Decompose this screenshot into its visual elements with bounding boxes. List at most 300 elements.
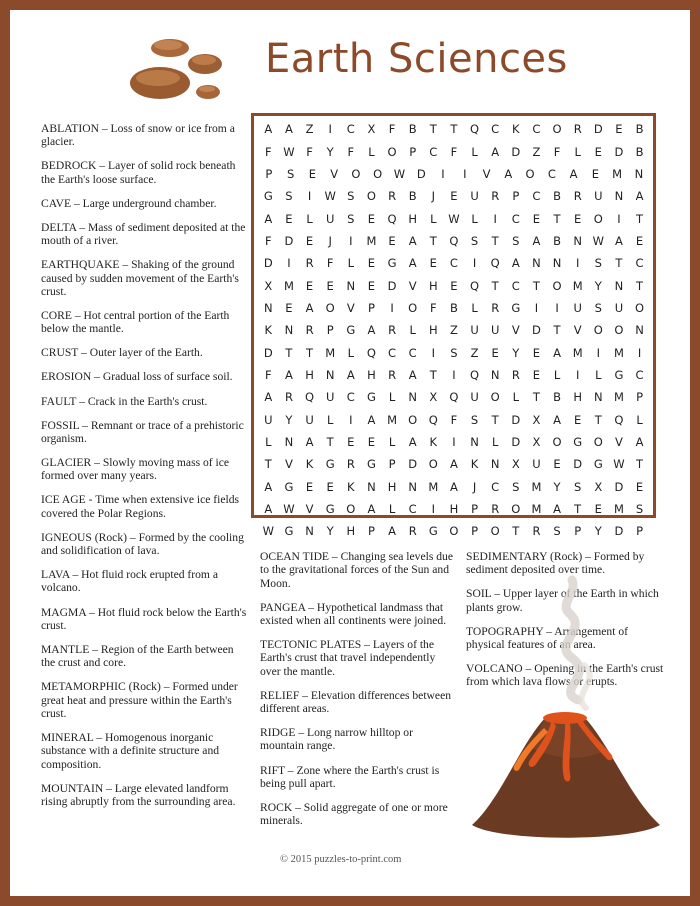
grid-letter: O (525, 166, 535, 181)
grid-letter: N (284, 323, 294, 338)
grid-letter: E (367, 434, 376, 449)
grid-letter: S (285, 189, 293, 204)
grid-letter: H (408, 211, 418, 226)
grid-letter: D (263, 345, 273, 360)
right-clue: VOLCANO – Opening in the Earth's crust from which lava flows or erupts. (466, 662, 664, 689)
grid-letter: E (591, 166, 599, 181)
grid-letter: A (408, 256, 417, 271)
grid-letter: A (346, 367, 355, 382)
grid-letter: F (265, 144, 272, 159)
grid-letter: H (449, 502, 459, 517)
grid-letter: E (285, 300, 293, 315)
grid-letter: N (490, 457, 500, 472)
grid-letter: E (305, 233, 314, 248)
grid-letter: E (635, 479, 644, 494)
grid-letter: A (450, 479, 458, 494)
grid-letter: M (572, 345, 583, 360)
grid-letter: D (511, 144, 521, 159)
grid-letter: I (452, 367, 456, 382)
grid-letter: T (491, 412, 499, 427)
grid-letter: B (449, 300, 458, 315)
grid-letter: M (572, 278, 583, 293)
grid-letter: G (284, 524, 294, 539)
grid-letter: E (491, 345, 499, 360)
grid-letter: E (594, 502, 602, 517)
grid-letter: G (366, 390, 376, 405)
grid-letter: U (325, 390, 335, 405)
grid-letter: L (430, 211, 437, 226)
grid-letter: L (388, 390, 396, 405)
grid-letter: R (388, 189, 397, 204)
left-clue: DELTA – Mass of sediment deposited at the mouth of a river. (41, 220, 246, 248)
grid-letter: I (307, 189, 312, 204)
grid-letter: T (574, 502, 582, 517)
grid-row (258, 207, 650, 229)
grid-letter: A (504, 166, 513, 181)
left-clue: LAVA – Hot fluid rock erupted from a volcano. (41, 568, 218, 595)
grid-letter: R (388, 367, 397, 382)
grid-letter: M (387, 412, 398, 427)
grid-letter: J (472, 479, 477, 494)
grid-letter: I (575, 367, 580, 382)
grid-letter: M (283, 278, 294, 293)
left-clue: MINERAL – Homogenous inorganic substance with a definite structure and composition. (41, 731, 220, 771)
grid-letter: A (553, 345, 561, 360)
grid-letter: M (366, 233, 377, 248)
grid-letter: S (470, 233, 479, 248)
grid-letter: Z (449, 323, 458, 338)
grid-letter: E (615, 122, 623, 137)
grid-letter: H (305, 367, 314, 382)
grid-letter: A (553, 502, 561, 517)
grid-letter: C (346, 122, 355, 137)
grid-letter: G (511, 300, 521, 315)
grid-letter: E (532, 367, 541, 382)
grid-letter: E (388, 233, 396, 248)
grid-letter: A (264, 390, 273, 405)
grid-letter: S (347, 189, 355, 204)
grid-row (258, 476, 650, 498)
grid-letter: R (388, 323, 397, 338)
grid-letter: U (594, 189, 603, 204)
grid-letter: F (553, 144, 561, 159)
grid-letter: L (368, 144, 375, 159)
grid-letter: P (636, 390, 644, 405)
grid-letter: I (431, 345, 436, 360)
grid-letter: A (569, 166, 578, 181)
grid-letter: C (635, 256, 644, 271)
grid-letter: O (428, 457, 438, 472)
grid-letter: E (635, 233, 644, 248)
grid-row (258, 453, 650, 475)
grid-letter: A (367, 323, 376, 338)
grid-letter: H (428, 323, 438, 338)
grid-row (258, 185, 650, 207)
grid-letter: Q (614, 412, 624, 427)
grid-letter: S (574, 479, 582, 494)
grid-letter: A (264, 211, 273, 226)
grid-row (258, 431, 650, 453)
grid-letter: I (463, 166, 467, 181)
grid-letter: C (408, 502, 417, 517)
grid-letter: N (408, 479, 417, 494)
grid-letter: G (325, 502, 335, 517)
grid-letter: P (574, 524, 582, 539)
grid-letter: R (491, 300, 500, 315)
grid-letter: P (512, 189, 520, 204)
grid-letter: A (532, 233, 541, 248)
grid-row (258, 408, 650, 430)
grid-letter: G (428, 524, 438, 539)
grid-letter: M (613, 345, 624, 360)
grid-letter: A (450, 457, 458, 472)
grid-letter: E (367, 211, 376, 226)
grid-letter: Q (449, 233, 459, 248)
grid-letter: I (617, 211, 621, 226)
grid-letter: C (408, 345, 417, 360)
grid-letter: T (636, 211, 644, 226)
grid-letter: N (634, 166, 644, 181)
grid-letter: B (553, 390, 561, 405)
grid-letter: A (491, 144, 500, 159)
grid-letter: P (471, 524, 479, 539)
grid-letter: I (493, 211, 497, 226)
grid-letter: L (574, 144, 581, 159)
grid-letter: V (573, 323, 582, 338)
grid-letter: L (471, 144, 478, 159)
grid-letter: Z (532, 144, 541, 159)
grid-letter: E (429, 256, 437, 271)
right-clue: TOPOGRAPHY – Arrangement of physical features of an area. (466, 624, 628, 652)
grid-letter: E (532, 345, 541, 360)
grid-letter: D (614, 479, 624, 494)
grid-letter: Q (470, 278, 480, 293)
grid-letter: X (367, 122, 376, 137)
grid-letter: F (450, 144, 458, 159)
grid-letter: W (324, 189, 336, 204)
grid-letter: G (387, 256, 397, 271)
grid-letter: L (491, 434, 499, 449)
grid-letter: L (636, 412, 643, 427)
grid-letter: T (636, 278, 644, 293)
grid-letter: T (285, 345, 293, 360)
grid-letter: N (264, 300, 273, 315)
grid-letter: V (615, 434, 623, 449)
grid-letter: B (408, 189, 417, 204)
rocks-illustration (120, 34, 230, 106)
grid-letter: M (325, 345, 336, 360)
grid-letter: A (553, 412, 561, 427)
grid-letter: L (388, 434, 396, 449)
grid-letter: N (490, 367, 500, 382)
grid-letter: Y (285, 412, 293, 427)
grid-letter: N (284, 434, 294, 449)
middle-clue: OCEAN TIDE – Changing sea levels due to the gravitational forces of the Sun and Moon. (260, 550, 453, 590)
grid-letter: P (471, 502, 479, 517)
grid-letter: U (614, 300, 624, 315)
grid-letter: E (450, 189, 458, 204)
grid-letter: O (614, 323, 624, 338)
grid-letter: D (387, 278, 397, 293)
grid-letter: E (367, 256, 376, 271)
grid-letter: L (326, 412, 334, 427)
grid-letter: C (491, 479, 500, 494)
middle-clue: RELIEF – Elevation differences between different areas. (260, 688, 452, 716)
grid-letter: B (553, 233, 561, 248)
grid-letter: G (573, 434, 583, 449)
left-clue: IGNEOUS (Rock) – Formed by the cooling and solidification of lava. (41, 530, 244, 558)
grid-letter: A (615, 233, 623, 248)
grid-letter: I (349, 233, 353, 248)
grid-letter: E (594, 144, 602, 159)
grid-letter: U (490, 323, 500, 338)
grid-letter: E (367, 278, 376, 293)
grid-letter: N (305, 524, 314, 539)
grid-letter: A (285, 122, 293, 137)
grid-letter: Q (490, 256, 500, 271)
grid-letter: F (265, 233, 272, 248)
grid-letter: Q (470, 367, 480, 382)
grid-letter: O (552, 122, 562, 137)
grid-letter: S (635, 502, 644, 517)
grid-letter: X (594, 479, 603, 494)
grid-letter: G (614, 367, 624, 382)
grid-letter: F (326, 256, 334, 271)
grid-letter: E (285, 211, 293, 226)
grid-letter: C (346, 390, 355, 405)
grid-letter: L (471, 300, 478, 315)
grid-letter: T (264, 457, 272, 472)
left-clue: MAGMA – Hot fluid rock below the Earth's crust. (41, 605, 247, 632)
grid-letter: R (573, 189, 582, 204)
middle-clue: TECTONIC PLATES – Layers of the Earth's crust that travel independently over the mantle. (260, 638, 436, 678)
grid-letter: P (265, 166, 273, 181)
grid-letter: S (512, 233, 520, 248)
grid-letter: Q (366, 345, 376, 360)
grid-letter: A (285, 367, 293, 382)
grid-letter: V (408, 278, 417, 293)
grid-letter: L (306, 211, 313, 226)
grid-letter: D (573, 457, 583, 472)
grid-row (258, 498, 650, 520)
grid-letter: A (408, 367, 417, 382)
grid-letter: F (388, 122, 396, 137)
grid-letter: E (574, 211, 582, 226)
grid-letter: W (613, 457, 625, 472)
grid-letter: U (325, 211, 335, 226)
grid-letter: P (367, 524, 375, 539)
left-clue: FAULT – Crack in the Earth's crust. (41, 394, 208, 408)
grid-letter: X (429, 390, 438, 405)
grid-letter: T (450, 122, 458, 137)
grid-letter: M (428, 479, 439, 494)
grid-letter: P (367, 300, 375, 315)
grid-letter: Y (326, 524, 334, 539)
grid-letter: L (595, 367, 602, 382)
grid-letter: J (328, 233, 332, 248)
grid-letter: D (511, 412, 521, 427)
grid-letter: E (450, 278, 458, 293)
left-clue: BEDROCK – Layer of solid rock beneath the Earth's loose surface. (41, 159, 236, 186)
grid-letter: I (441, 166, 445, 181)
grid-letter: B (635, 144, 644, 159)
grid-letter: N (635, 323, 644, 338)
grid-row (258, 319, 650, 341)
grid-letter: X (532, 412, 541, 427)
grid-letter: N (614, 189, 624, 204)
grid-letter: I (287, 256, 291, 271)
grid-letter: C (547, 166, 556, 181)
grid-row (258, 386, 650, 408)
grid-letter: D (614, 524, 624, 539)
grid-letter: Y (512, 345, 520, 360)
grid-letter: E (326, 278, 334, 293)
grid-letter: I (596, 345, 601, 360)
left-clue: FOSSIL – Remnant or trace of a prehistoric organism. (41, 418, 244, 445)
grid-letter: A (635, 434, 644, 449)
grid-letter: V (285, 457, 293, 472)
grid-letter: I (534, 300, 539, 315)
grid-letter: D (532, 323, 541, 338)
grid-letter: C (429, 144, 438, 159)
grid-letter: M (613, 502, 624, 517)
worksheet-page (10, 10, 690, 896)
left-clue: GLACIER – Slowly moving mass of ice formed over many years. (41, 456, 230, 483)
grid-letter: S (594, 300, 602, 315)
grid-letter: L (553, 367, 561, 382)
grid-letter: A (305, 300, 314, 315)
grid-letter: A (264, 479, 273, 494)
grid-letter: T (636, 457, 644, 472)
grid-letter: T (306, 345, 314, 360)
grid-letter: K (470, 457, 479, 472)
grid-letter: E (347, 434, 355, 449)
grid-letter: Z (470, 345, 479, 360)
grid-letter: R (511, 367, 520, 382)
left-clue: EARTHQUAKE – Shaking of the ground caused by sudden movement of the Earth's crust. (41, 258, 239, 298)
grid-letter: L (347, 345, 355, 360)
grid-letter: Y (594, 278, 602, 293)
grid-letter: T (491, 278, 499, 293)
grid-letter: J (431, 189, 436, 204)
grid-letter: D (614, 144, 624, 159)
grid-letter: E (308, 166, 317, 181)
grid-letter: A (408, 233, 417, 248)
grid-letter: I (637, 345, 642, 360)
grid-letter: U (470, 323, 479, 338)
grid-letter: I (472, 256, 477, 271)
grid-letter: O (373, 166, 383, 181)
grid-letter: K (429, 434, 438, 449)
grid-letter: O (511, 502, 521, 517)
grid-letter: O (552, 278, 562, 293)
grid-letter: E (305, 479, 314, 494)
grid-row (258, 230, 650, 252)
grid-letter: N (470, 434, 479, 449)
grid-letter: O (408, 300, 418, 315)
grid-letter: T (326, 434, 334, 449)
grid-letter: I (328, 122, 332, 137)
grid-letter: M (612, 166, 623, 181)
grid-letter: N (573, 233, 582, 248)
grid-letter: C (388, 345, 397, 360)
middle-clue: RIDGE – Long narrow hilltop or mountain range. (260, 726, 413, 753)
grid-letter: O (408, 412, 418, 427)
grid-letter: A (511, 256, 520, 271)
grid-row (258, 341, 650, 363)
grid-letter: R (532, 524, 541, 539)
grid-letter: H (428, 278, 438, 293)
grid-letter: H (573, 390, 583, 405)
grid-letter: B (408, 122, 417, 137)
grid-letter: K (305, 457, 314, 472)
grid-letter: W (283, 502, 295, 517)
grid-letter: L (409, 323, 416, 338)
grid-letter: W (448, 211, 460, 226)
grid-letter: T (491, 233, 499, 248)
grid-letter: R (491, 189, 500, 204)
grid-letter: D (263, 256, 273, 271)
grid-row (258, 118, 650, 140)
grid-letter: I (390, 300, 394, 315)
grid-letter: T (429, 122, 437, 137)
grid-letter: K (512, 122, 520, 137)
grid-letter: P (636, 524, 644, 539)
clue-list-left (41, 122, 248, 819)
grid-letter: F (450, 412, 458, 427)
grid-letter: N (532, 256, 541, 271)
grid-letter: B (553, 189, 561, 204)
grid-letter: T (512, 524, 520, 539)
grid-letter: S (286, 166, 295, 181)
grid-letter: C (511, 278, 520, 293)
left-clue: CORE – Hot central portion of the Earth below the mantle. (41, 308, 230, 336)
grid-letter: T (429, 367, 437, 382)
grid-letter: P (326, 323, 334, 338)
grid-letter: S (594, 256, 602, 271)
grid-letter: I (575, 256, 580, 271)
grid-letter: C (635, 367, 644, 382)
grid-letter: D (593, 122, 603, 137)
grid-letter: Y (326, 144, 334, 159)
grid-letter: G (593, 457, 603, 472)
grid-letter: O (635, 300, 645, 315)
grid-letter: N (552, 256, 562, 271)
grid-letter: G (366, 457, 376, 472)
grid-letter: P (388, 457, 396, 472)
grid-letter: A (264, 502, 273, 517)
grid-letter: S (450, 345, 458, 360)
grid-letter: Q (470, 122, 480, 137)
grid-letter: U (573, 300, 582, 315)
grid-letter: M (613, 390, 624, 405)
grid-row (258, 140, 650, 162)
grid-letter: R (305, 256, 314, 271)
grid-letter: F (265, 367, 272, 382)
grid-letter: M (531, 502, 542, 517)
grid-letter: P (409, 144, 417, 159)
grid-letter: R (284, 390, 293, 405)
grid-letter: F (306, 144, 313, 159)
grid-letter: R (491, 502, 500, 517)
grid-letter: O (351, 166, 361, 181)
left-clue: EROSION – Gradual loss of surface soil. (41, 370, 233, 384)
grid-letter: R (573, 122, 582, 137)
grid-letter: H (346, 524, 356, 539)
grid-letter: L (347, 256, 355, 271)
grid-letter: V (482, 166, 491, 181)
grid-letter: D (408, 457, 418, 472)
